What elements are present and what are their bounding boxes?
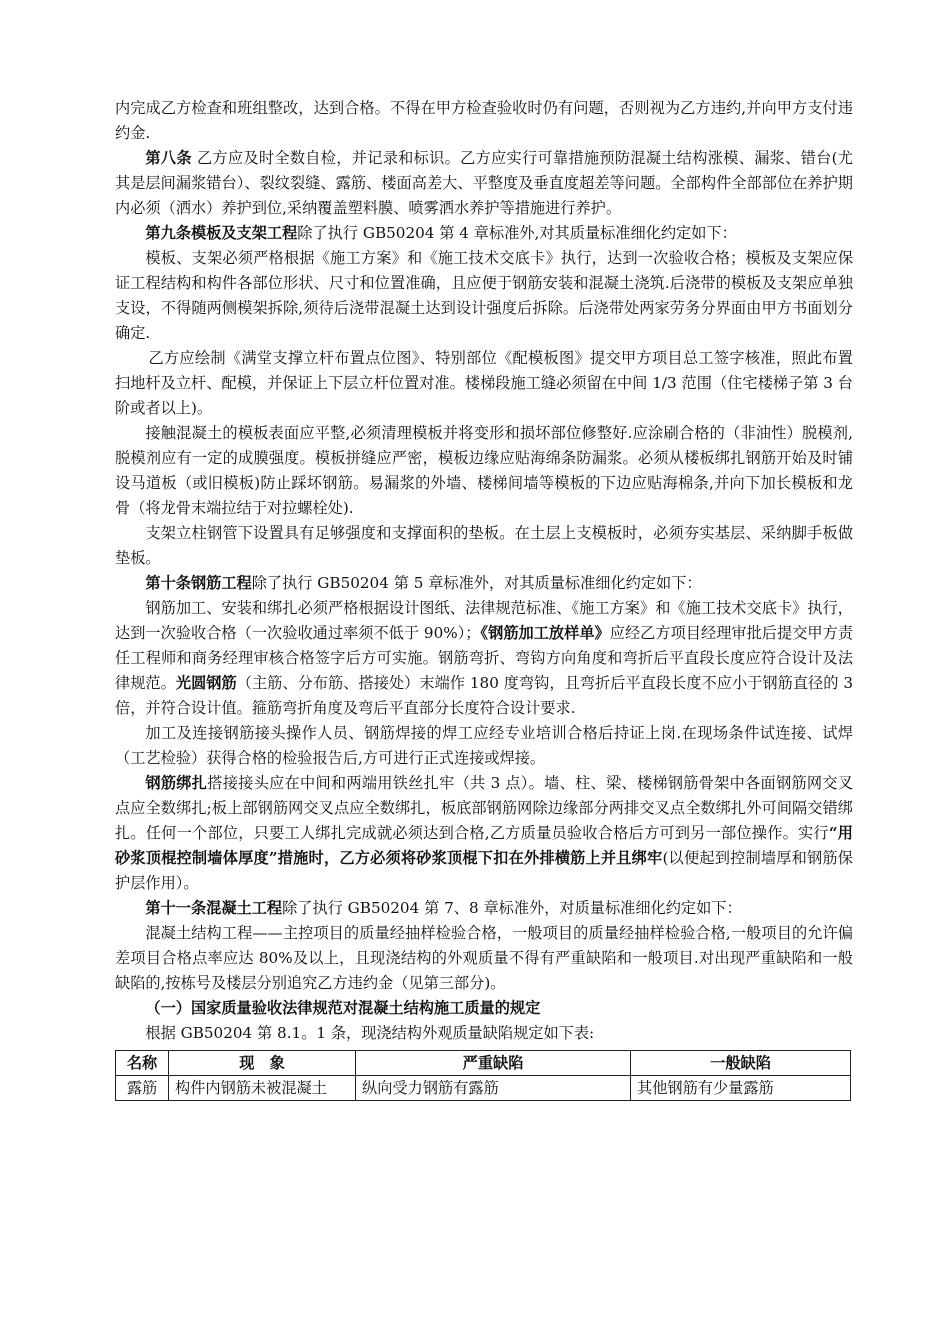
article-9-heading: 第九条模板及支架工程 [145, 224, 298, 242]
section-heading-text: （一）国家质量验收法律规范对混凝土结构施工质量的规定 [145, 999, 541, 1017]
article-11-heading: 第十一条混凝土工程 [145, 899, 283, 917]
table-intro: 根据 GB50204 第 8.1。1 条，现浇结构外观质量缺陷规定如下表: [145, 1024, 595, 1042]
article-9-para-4: 支架立柱钢管下设置具有足够强度和支撑面积的垫板。在土层上支模板时，必须夯实基层、采纳脚手板做垫板。 [115, 524, 853, 567]
article-8 [115, 146, 853, 221]
text-run: 搭接接头应在中间和两端用铁丝扎牢（共 3 点）。墙、柱、梁、楼梯钢筋骨架中各面钢筋网交叉点应全数绑扎;板上部钢筋网交叉点应全数绑扎，板底部钢筋网除边缘部分两排交叉点全数绑扎外可间隔交错绑扎。任何一个部位，只要工人绑扎完成就必须达到合格,乙方质量员验收合格后方可到另一部位操作。实行 [115, 774, 854, 842]
table-cell: 纵向受力钢筋有露筋 [356, 1076, 631, 1101]
bold-run: 钢筋绑扎 [145, 774, 208, 792]
column-header: 现 象 [169, 1051, 356, 1076]
article-11-intro: 除了执行 GB50204 第 7、8 章标准外，对质量标准细化约定如下： [282, 899, 742, 917]
article-9-para-3: 接触混凝土的模板表面应平整,必须清理模板并将变形和损坏部位修整好.应涂刷合格的（非油性）脱模剂,脱模剂应有一定的成膜强度。模板拼缝应严密，模板边缘应贴海绵条防漏浆。必须从楼板绑扎钢筋开始及时铺设马道板（或旧模板)防止踩坏钢筋。易漏浆的外墙、楼梯间墙等模板的下边应贴海棉条,并向下加长模板和龙骨（将龙骨末端拉结于对拉螺栓处). [115, 424, 853, 517]
bold-run: “用砂浆顶棍控制墙体厚度”措施时，乙方必须将砂浆顶棍下扣在外排横筋上并且绑牢 [115, 824, 853, 867]
section-heading [115, 996, 853, 1021]
table-cell: 其他钢筋有少量露筋 [631, 1076, 851, 1101]
article-10-intro: 除了执行 GB50204 第 5 章标准外，对其质量标准细化约定如下： [251, 574, 702, 592]
article-10-para-3 [115, 771, 853, 896]
column-header: 严重缺陷 [356, 1051, 631, 1076]
defect-table [115, 1050, 851, 1101]
bold-run: 《钢筋加工放样单》 [480, 624, 610, 642]
table-row [116, 1076, 851, 1101]
text-run: 钢筋加工、安装和绑扎必须严格根据设计图纸、法律规范标准、《施工方案》和《施工技术交底卡》执行，达到一次验收合格（一次验收通过率须不低于 90%）； [115, 599, 853, 642]
text-run: 应经乙方项目经理审批后提交甲方责任工程师和商务经理审核合格签字后方可实施。钢筋弯折、弯钩方向角度和弯折后平直段长度应符合设计及法律规范。 [115, 624, 854, 692]
table-cell: 露筋 [116, 1076, 169, 1101]
text-run: （主筋、分布筋、搭接处）末端作 180 度弯钩，且弯折后平直段长度不应小于钢筋直径的 3 倍，并符合设计值。箍筋弯折角度及弯后平直部分长度符合设计要求. [115, 674, 854, 717]
article-10 [115, 571, 853, 596]
article-10-para-2: 加工及连接钢筋接头操作人员、钢筋焊接的焊工应经专业培训合格后持证上岗.在现场条件试连接、试焊（工艺检验）获得合格的检验报告后,方可进行正式连接或焊接。 [115, 724, 853, 767]
article-11 [115, 896, 853, 921]
document-page [115, 96, 853, 1101]
article-10-para-1 [115, 596, 853, 721]
article-9-intro: 除了执行 GB50204 第 4 章标准外,对其质量标准细化约定如下： [297, 224, 737, 242]
article-8-heading: 第八条 [145, 149, 192, 167]
article-8-body: 乙方应及时全数自检，并记录和标识。乙方应实行可靠措施预防混凝土结构涨模、漏浆、错台(尤其是层间漏浆错台）、裂纹裂缝、露筋、楼面高差大、平整度及垂直度超差等问题。全部构件全部部位在养护期内必须（洒水）养护到位,采纳覆盖塑料膜、喷雾洒水养护等措施进行养护。 [115, 149, 853, 217]
text-run: (以便起到控制墙厚和钢筋保护层作用）。 [115, 849, 853, 892]
article-9 [115, 221, 853, 246]
bold-run: 光圆钢筋 [175, 674, 237, 692]
paragraph-continuation: 内完成乙方检查和班组整改，达到合格。不得在甲方检查验收时仍有问题，否则视为乙方违约,并向甲方支付违约金. [115, 99, 853, 142]
article-10-heading: 第十条钢筋工程 [145, 574, 252, 592]
table-cell: 构件内钢筋未被混凝土 [169, 1076, 356, 1101]
article-11-para-1: 混凝土结构工程——主控项目的质量经抽样检验合格，一般项目的质量经抽样检验合格,一般项目的允许偏差项目合格点率应达 80%及以上，且现浇结构的外观质量不得有严重缺陷和一般项目.对出现严重缺陷和一般缺陷的,按栋号及楼层分别追究乙方违约金（见第三部分)。 [115, 924, 853, 992]
column-header: 一般缺陷 [631, 1051, 851, 1076]
article-9-para-1: 模板、支架必须严格根据《施工方案》和《施工技术交底卡》执行，达到一次验收合格；模板及支架应保证工程结构和构件各部位形状、尺寸和位置准确，且应便于钢筋安装和混凝土浇筑.后浇带的模板及支架应单独支设，不得随两侧模架拆除,须待后浇带混凝土达到设计强度后拆除。后浇带处两家劳务分界面由甲方书面划分确定. [115, 249, 853, 342]
table-header-row [116, 1051, 851, 1076]
column-header: 名称 [116, 1051, 169, 1076]
article-9-para-2: 乙方应绘制《满堂支撑立杆布置点位图》、特别部位《配模板图》提交甲方项目总工签字核准，照此布置扫地杆及立杆、配模，并保证上下层立杆位置对准。楼梯段施工缝必须留在中间 1/3 范围（住宅楼梯子第 3 台阶或者以上)。 [115, 349, 853, 417]
